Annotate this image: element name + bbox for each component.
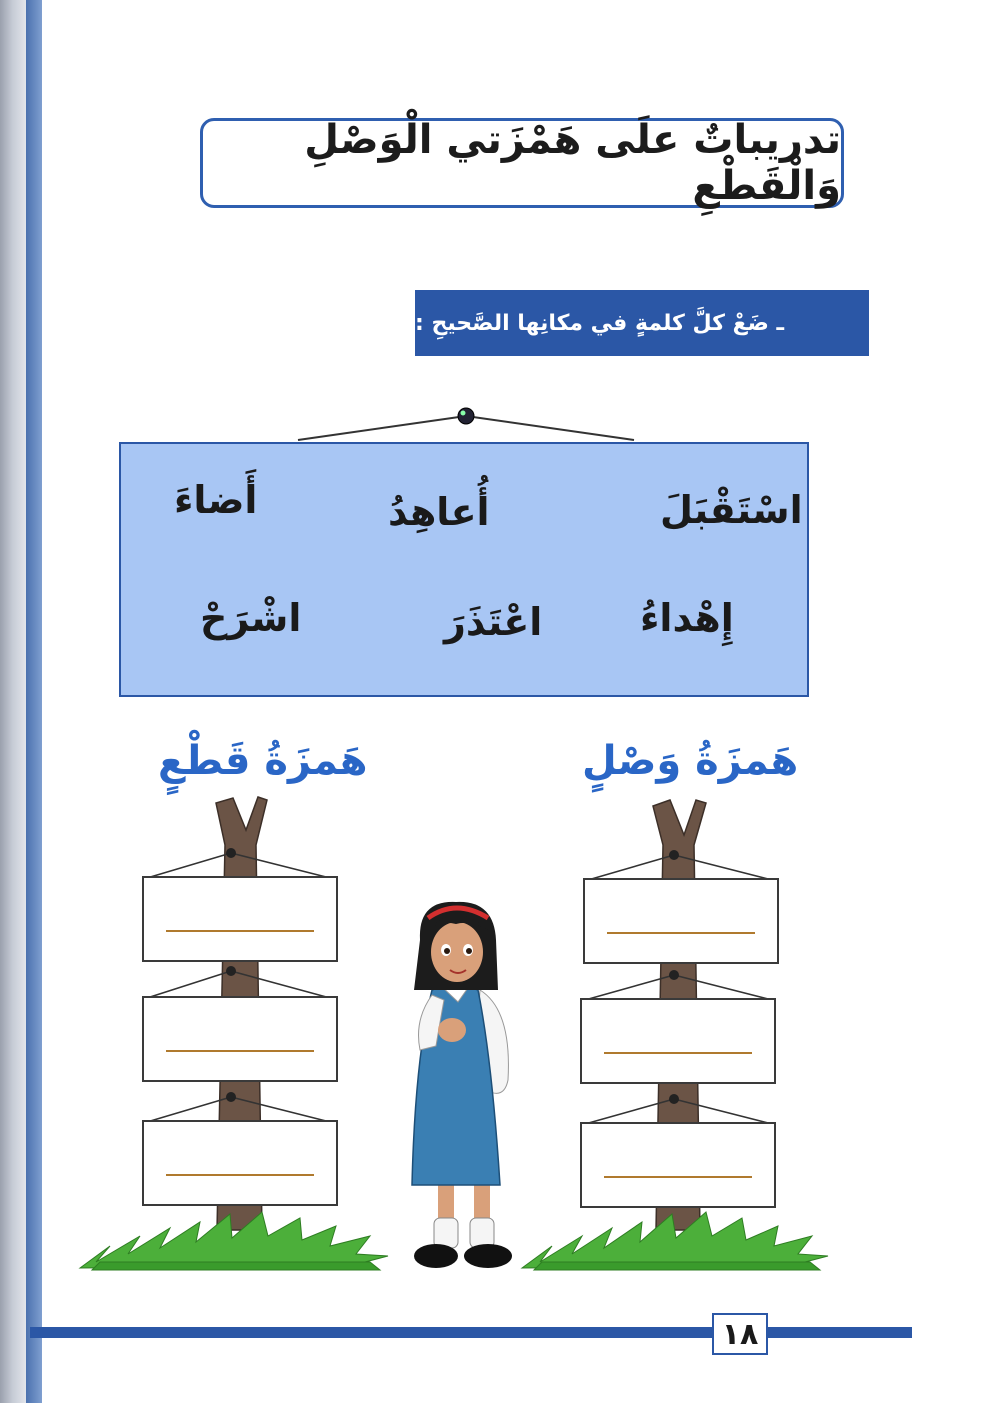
word-bank-item[interactable]: اشْرَحْ [200, 596, 302, 640]
page-number-text: ١٨ [721, 1316, 759, 1352]
page-title: تدريباتٌ علَى هَمْزَتي الْوَصْلِ وَالْقَطْعِ [304, 117, 841, 209]
answer-line [604, 1052, 752, 1054]
instruction-banner [415, 290, 869, 356]
girl-illustration [412, 902, 512, 1268]
page-number [712, 1313, 768, 1355]
word-bank-item[interactable]: اسْتَقْبَلَ [660, 488, 803, 532]
answer-line [166, 930, 314, 932]
answer-box-qat-3[interactable] [142, 1120, 338, 1206]
word-bank-item[interactable]: إِهْداءُ [640, 596, 734, 640]
answer-line [166, 1174, 314, 1176]
instruction-text: ـ ضَعْ كلَّ كلمةٍ في مكانِها الصَّحيحِ : [415, 310, 785, 336]
answer-box-qat-2[interactable] [142, 996, 338, 1082]
heading-wasl: هَمزَةُ وَصْلٍ [582, 738, 799, 784]
word-bank-hanger [298, 408, 634, 440]
answer-box-wasl-2[interactable] [580, 998, 776, 1084]
answer-line [607, 932, 755, 934]
answer-line [166, 1050, 314, 1052]
bottom-rule [30, 1327, 912, 1338]
word-bank-item[interactable]: أَضاءَ [174, 478, 258, 522]
answer-box-wasl-1[interactable] [583, 878, 779, 964]
word-bank-item[interactable]: أُعاهِدُ [388, 490, 490, 534]
title-box [200, 118, 844, 208]
word-bank-item[interactable]: اعْتَذَرَ [444, 600, 543, 644]
answer-box-qat-1[interactable] [142, 876, 338, 962]
heading-qat: هَمزَةُ قَطْعٍ [158, 738, 368, 784]
answer-box-wasl-3[interactable] [580, 1122, 776, 1208]
answer-line [604, 1176, 752, 1178]
